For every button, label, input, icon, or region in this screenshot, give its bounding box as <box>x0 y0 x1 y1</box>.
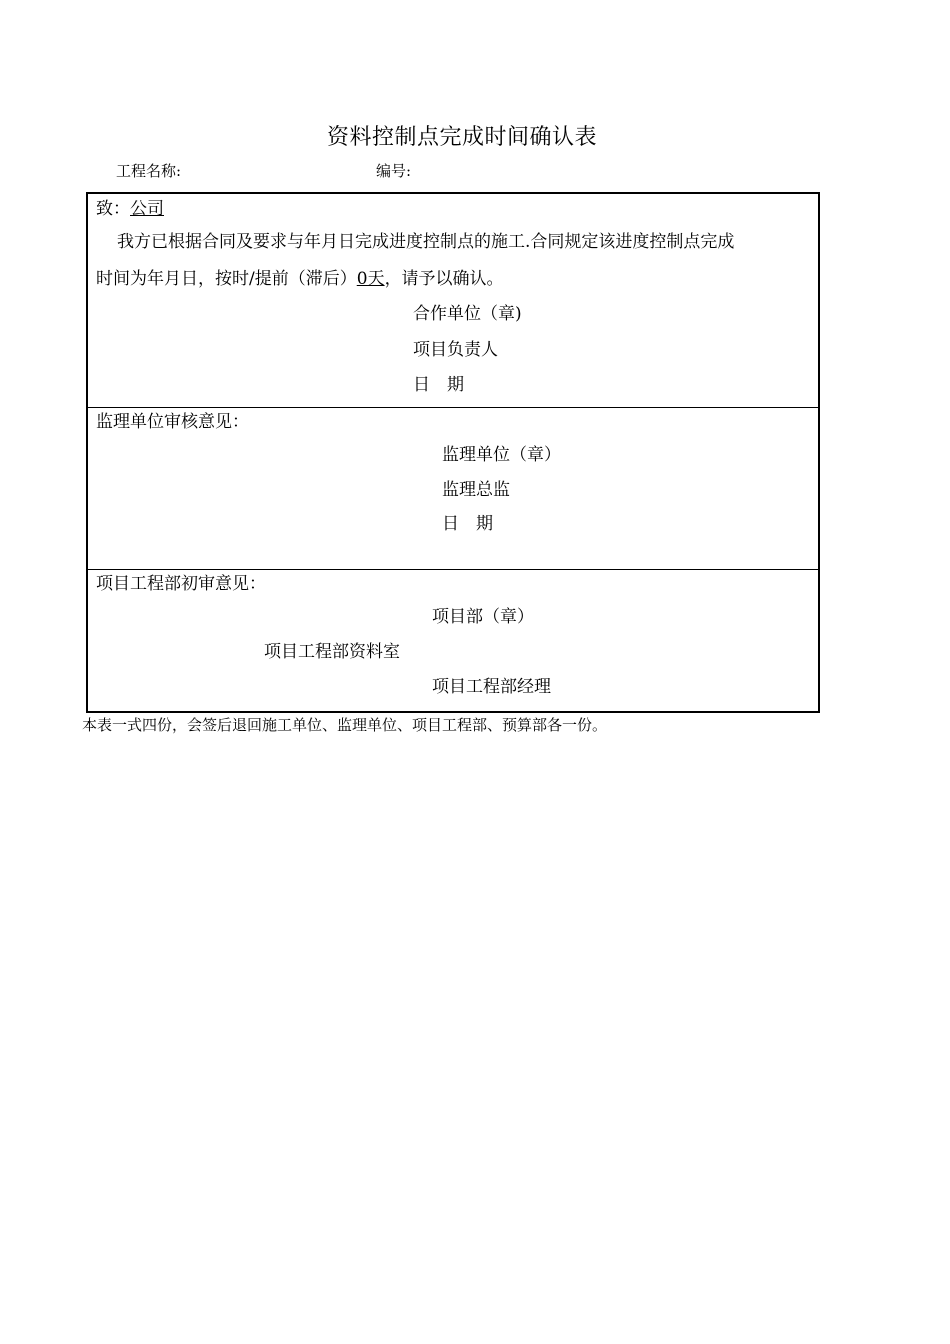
recipient-line <box>96 199 164 219</box>
contractor-date: 日 期 <box>413 375 464 395</box>
supervision-section <box>88 408 818 570</box>
statement-line-1: 我方已根据合同及要求与年月日完成进度控制点的施工.合同规定该进度控制点完成 <box>117 232 735 252</box>
supervision-heading: 监理单位审核意见： <box>96 412 249 432</box>
statement-text-b: ，请予以确认。 <box>384 269 504 289</box>
engineering-dept-heading: 项目工程部初审意见： <box>96 574 266 594</box>
archive-room-signature: 项目工程部资料室 <box>264 642 400 662</box>
contractor-unit-seal: 合作单位（章) <box>413 304 522 324</box>
statement-text-a: 时间为年月日，按时/提前（滞后） <box>96 269 357 289</box>
project-dept-seal: 项目部（章） <box>432 607 534 627</box>
distribution-note: 本表一式四份，会签后退回施工单位、监理单位、项目工程部、预算部各一份。 <box>82 716 608 734</box>
supervision-date: 日 期 <box>442 514 493 534</box>
recipient-prefix: 致： <box>96 199 130 219</box>
chief-supervisor-signature: 监理总监 <box>442 480 510 500</box>
project-leader-signature: 项目负责人 <box>413 340 498 360</box>
engineering-dept-section <box>88 570 818 711</box>
project-name-label: 工程名称: <box>116 162 182 180</box>
statement-line-2 <box>96 269 504 289</box>
dept-manager-signature: 项目工程部经理 <box>432 677 551 697</box>
recipient-company: 公司 <box>130 199 164 219</box>
supervision-unit-seal: 监理单位（章） <box>442 445 561 465</box>
page-title: 资料控制点完成时间确认表 <box>326 125 597 150</box>
contractor-section <box>88 194 818 408</box>
delay-days: 0天 <box>356 269 385 289</box>
number-label: 编号: <box>376 162 412 180</box>
confirmation-form-table <box>86 192 820 713</box>
